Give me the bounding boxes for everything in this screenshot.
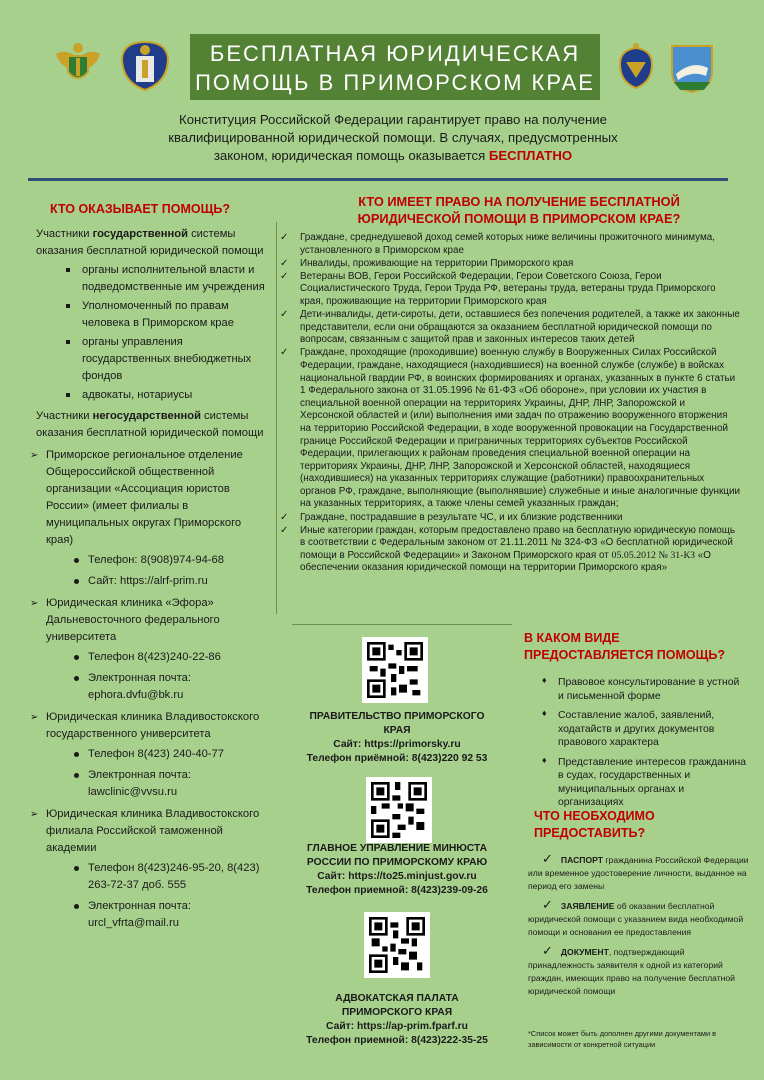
contact-site-link[interactable]: Сайт: https://to25.minjust.gov.ru (317, 871, 477, 882)
item-text: Ветераны ВОВ, Герои Российской Федерации, Герои Советского Союза, Герои Социалистического Труда, Герои Труда РФ, ветераны труда, ветераны труда Приморского края, проживающие на территории Приморского края (300, 270, 716, 307)
primorsky-krai-coat-of-arms (668, 42, 716, 94)
check-icon: ✓ (280, 309, 289, 321)
contact-name-line-1: ГЛАВНОЕ УПРАВЛЕНИЕ МИНЮСТА (306, 843, 488, 854)
arrow-bullet-icon: ➢ (30, 809, 39, 820)
qr-code-icon (369, 917, 425, 973)
org-lawyers-association (28, 447, 266, 590)
forms-of-help-list (528, 676, 748, 816)
org-email-link[interactable]: Электронная почта: urcl_vfrta@mail.ru (74, 898, 266, 932)
doc-description: гражданина Российской Федерации или временное удостоверение личности, выданное на период его замены (528, 855, 749, 891)
contact-name-line-2: РОССИИ ПО ПРИМОРСКОМУ КРАЮ (306, 857, 488, 868)
diamond-bullet-icon: ♦ (542, 708, 547, 718)
state-intro-pre: Участники (36, 228, 93, 240)
nonstate-intro-pre: Участники (36, 410, 93, 422)
contact-phone: Телефон приемной: 8(423)222-35-25 (306, 1035, 488, 1046)
check-icon: ✓ (542, 897, 553, 912)
who-helps-section (28, 226, 266, 936)
list-item: органы исполнительной власти и подведомственные им учреждения (66, 262, 266, 296)
doc-description: об оказании бесплатной юридической помощи с указанием вида необходимой помощи и основания ее предоставления (528, 901, 744, 937)
org-phone: Телефон 8(423) 240-40-77 (74, 746, 266, 763)
header-divider (28, 178, 728, 181)
check-icon: ✓ (280, 257, 289, 269)
bar-chamber-emblem (614, 42, 658, 92)
qr-code-icon (367, 642, 423, 698)
column-divider (276, 222, 277, 614)
doc-name: ЗАЯВЛЕНИЕ (560, 901, 615, 911)
heading-line-2: ПРЕДОСТАВЛЯЕТСЯ ПОМОЩЬ? (524, 648, 726, 662)
list-item (528, 709, 748, 750)
arrow-bullet-icon: ➢ (30, 712, 39, 723)
list-item (280, 347, 740, 511)
item-text: Составление жалоб, заявлений, ходатайств и других документов правового характера (558, 710, 715, 748)
org-ephora-clinic (28, 595, 266, 704)
ministry-emblem-2 (116, 36, 174, 94)
law-reference: 05.05.2012 № 31-КЗ (611, 549, 696, 561)
arrow-bullet-icon: ➢ (30, 598, 39, 609)
org-email-link[interactable]: Электронная почта: ephora.dvfu@bk.ru (74, 670, 266, 704)
contact-name-line-1: АДВОКАТСКАЯ ПАЛАТА (335, 993, 459, 1004)
nonstate-intro-post: системы оказания бесплатной юридической помощи (36, 410, 264, 439)
org-name: Юридическая клиника Владивостокского филиала Российской таможенной академии (46, 808, 260, 854)
item-text: Представление интересов гражданина в судах, государственных и муниципальных органах и организациях (558, 756, 747, 808)
nonstate-system-intro (28, 408, 266, 442)
org-email-link[interactable]: Электронная почта: lawclinic@vvsu.ru (74, 767, 266, 801)
org-details (46, 746, 266, 801)
page-title (190, 34, 600, 100)
title-line-2: ПОМОЩЬ В ПРИМОРСКОМ КРАЕ (195, 70, 595, 95)
org-customs-academy-clinic (28, 806, 266, 932)
org-details (46, 860, 266, 932)
list-item (280, 271, 740, 309)
state-system-intro (28, 226, 266, 260)
diamond-bullet-icon: ♦ (542, 675, 547, 685)
org-name: Юридическая клиника Владивостокского государственного университета (46, 711, 260, 740)
item-text: Правовое консультирование в устной и письменной форме (558, 677, 740, 702)
contact-government (292, 710, 502, 766)
org-name: Приморское региональное отделение Общероссийской общественной организации «Ассоциация юристов России» (имеет филиалы в муниципальных округах Приморского края) (46, 449, 243, 546)
contact-minjust (292, 842, 502, 898)
state-intro-bold: государственной (92, 228, 188, 240)
check-icon: ✓ (280, 232, 289, 243)
org-phone: Телефон 8(423)240-22-86 (74, 649, 266, 666)
list-item: органы управления государственных внебюджетных фондов (66, 334, 266, 385)
contact-name-line-2: ПРИМОРСКОГО КРАЯ (341, 1007, 453, 1018)
item-text: Граждане, проходящие (проходившие) военную службу в Вооруженных Силах Российской Федерации, граждане, находящиеся (находившиеся) на военной службе (службе) в войсках национальной гвардии РФ, в воинских формированиях и органах, указанных в пункте 6 статьи 1 Федерального закона от 31.05.1996 № 61-ФЗ «Об обороне», при условии их участия в специальной военной операции на территориях Украины, ДНР, ЛНР, Запорожской и Херсонской областей и (или) выполнения ими задач по отражению вооруженного вторжения на территорию Российской Федерации, в ходе вооруженной провокации на Государственной границе Российской Федерации и приграничных территориях субъектов Российской Федерации, прилегающих к районам проведения специальной военной операции на территориях Украины, ДНР, ЛНР, Запорожской и Херсонской областей, находящиеся (находившиеся) на указанных территориях служащие (работники) правоохранительных органов РФ, граждане, выполняющие (выполнявшие) служебные и иные аналогичные функции на указанных территориях, а также члены семей указанных граждан; (300, 347, 740, 510)
heading-line-1: КТО ИМЕЕТ ПРАВО НА ПОЛУЧЕНИЕ БЕСПЛАТНОЙ (358, 194, 680, 209)
required-docs-list (528, 852, 750, 1003)
check-icon: ✓ (280, 347, 289, 359)
heading-line-2: ПРЕДОСТАВИТЬ? (534, 826, 646, 840)
contact-bar-chamber (292, 992, 502, 1048)
check-icon: ✓ (280, 270, 289, 282)
item-text: Иные категории граждан, которым предоставлено право на бесплатную юридическую помощь в соответствии с Федеральным законом от 21.11.2011 № 324-ФЗ «О бесплатной юридической помощи в Российской Федерации» и Законом Приморского края от (300, 524, 736, 561)
forms-of-help-heading (524, 630, 725, 664)
heading-line-2: ЮРИДИЧЕСКОЙ ПОМОЩИ В ПРИМОРСКОМ КРАЕ? (357, 211, 681, 226)
item-text: Граждане, пострадавшие в результате ЧС, и их близкие родственники (300, 511, 623, 523)
list-item (280, 258, 740, 271)
org-phone: Телефон: 8(908)974-94-68 (74, 552, 266, 569)
heading-line-1: ЧТО НЕОБХОДИМО (534, 809, 655, 823)
arrow-bullet-icon: ➢ (30, 450, 39, 461)
org-vvsu-clinic (28, 709, 266, 801)
diamond-bullet-icon: ♦ (542, 754, 547, 765)
eligibility-list (280, 232, 740, 576)
required-docs-heading (534, 808, 655, 842)
title-line-1: БЕСПЛАТНАЯ ЮРИДИЧЕСКАЯ (209, 41, 581, 66)
ministry-of-justice-emblem (52, 38, 104, 90)
footnote: *Список может быть дополнен другими документами в зависимости от конкретной ситуации (528, 1029, 717, 1049)
list-item (528, 944, 750, 998)
who-helps-heading: КТО ОКАЗЫВАЕТ ПОМОЩЬ? (50, 202, 230, 216)
org-site-link[interactable]: Сайт: https://alrf-prim.ru (74, 573, 266, 590)
qr-code-bar-chamber[interactable] (364, 912, 430, 978)
contact-phone: Телефон приёмной: 8(423)220 92 53 (306, 753, 488, 764)
list-item (280, 525, 740, 575)
intro-text (140, 111, 646, 165)
doc-name: ДОКУМЕНТ (560, 947, 609, 957)
intro-body: Конституция Российской Федерации гарантирует право на получение квалифицированной юридической помощи. В случаях, предусмотренных законом, юридическая помощь оказывается (168, 112, 618, 163)
state-intro-post: системы оказания бесплатной юридической помощи (36, 228, 264, 257)
doc-name: ПАСПОРТ (560, 855, 604, 865)
state-participants-list (28, 262, 266, 404)
list-item (280, 232, 740, 257)
list-item (528, 676, 748, 703)
list-item (528, 898, 750, 939)
org-phone: Телефон 8(423)246-95-20, 8(423) 263-72-37 доб. 555 (74, 860, 266, 894)
item-text: Дети-инвалиды, дети-сироты, дети, оставшиеся без попечения родителей, а также их законные представители, если они обращаются за оказанием бесплатной юридической помощи по вопросам, связанным с защитой прав и законных интересов таких детей (300, 309, 740, 346)
check-icon: ✓ (542, 851, 553, 866)
contact-name-line-1: ПРАВИТЕЛЬСТВО ПРИМОРСКОГО (309, 711, 485, 722)
list-item (528, 756, 748, 810)
contact-phone: Телефон приемной: 8(423)239-09-26 (306, 885, 488, 896)
list-item (528, 852, 750, 893)
org-details (46, 552, 266, 590)
check-icon: ✓ (542, 943, 553, 958)
qr-code-primorsky[interactable] (362, 637, 428, 703)
contact-name-line-2: КРАЯ (383, 725, 411, 736)
org-name: Юридическая клиника «Эфора» Дальневосточного федерального университета (46, 597, 220, 643)
check-icon: ✓ (280, 511, 289, 523)
doc-description: , подтверждающий принадлежность заявителя к одной из категорий граждан, имеющих право на получение бесплатной юридической помощи (528, 947, 735, 996)
list-item: адвокаты, нотариусы (66, 387, 266, 404)
nonstate-intro-bold: негосударственной (92, 410, 201, 422)
list-item (280, 512, 740, 525)
check-icon: ✓ (280, 524, 289, 536)
item-text: Граждане, среднедушевой доход семей которых ниже величины прожиточного минимума, установленного в Приморском крае (300, 232, 715, 256)
qr-code-minjust[interactable] (366, 777, 432, 843)
contact-site-link[interactable]: Сайт: https://primorsky.ru (333, 739, 461, 750)
org-details (46, 649, 266, 704)
qr-code-icon (371, 782, 427, 838)
item-text-tail: «О обеспечении оказания юридической помощи на территории Приморского края» (300, 549, 711, 574)
list-item: Уполномоченный по правам человека в Приморском крае (66, 298, 266, 332)
list-item (280, 309, 740, 347)
contact-site-link[interactable]: Сайт: https://ap-prim.fparf.ru (326, 1021, 468, 1032)
who-has-right-heading (296, 193, 742, 227)
item-text: Инвалиды, проживающие на территории Приморского края (300, 257, 574, 269)
intro-emphasis: БЕСПЛАТНО (488, 148, 573, 163)
heading-line-1: В КАКОМ ВИДЕ (524, 631, 620, 645)
contacts-divider (292, 624, 512, 625)
